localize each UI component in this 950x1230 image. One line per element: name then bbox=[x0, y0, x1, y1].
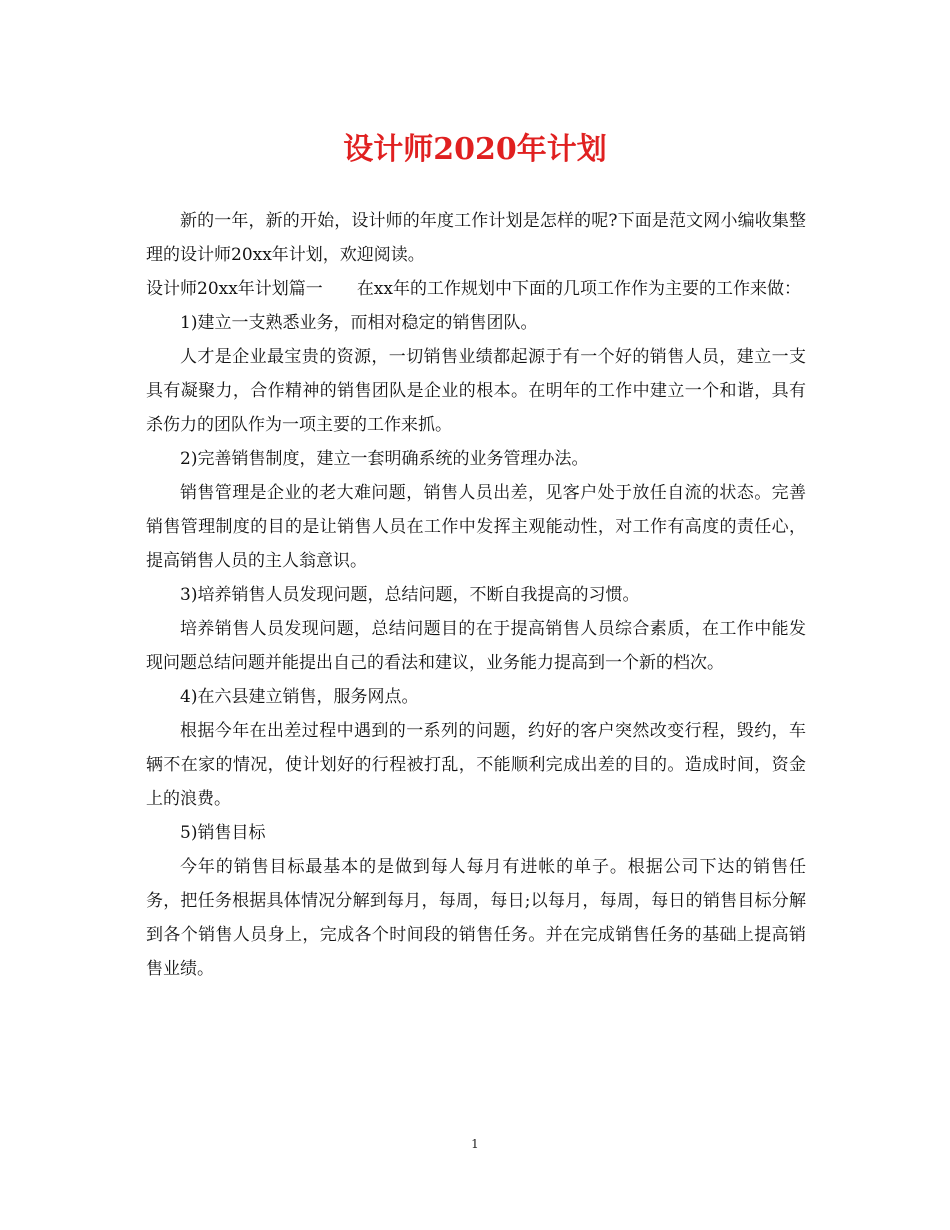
paragraph-4: 根据今年在出差过程中遇到的一系列的问题，约好的客户突然改变行程，毁约，车辆不在家的情况，使计划好的行程被打乱，不能顺利完成出差的目的。造成时间，资金上的浪费。 bbox=[146, 721, 806, 809]
paragraph-section-start bbox=[146, 272, 806, 306]
paragraph-3: 培养销售人员发现问题，总结问题目的在于提高销售人员综合素质，在工作中能发现问题总结问题并能提出自己的看法和建议，业务能力提高到一个新的档次。 bbox=[146, 619, 806, 673]
document-body bbox=[146, 204, 806, 986]
list-item-4: 4)在六县建立销售，服务网点。 bbox=[180, 687, 419, 707]
list-item-2: 2)完善销售制度，建立一套明确系统的业务管理办法。 bbox=[180, 449, 589, 469]
section-lead-text: 在xx年的工作规划中下面的几项工作作为主要的工作来做： bbox=[356, 279, 801, 299]
paragraph-1: 人才是企业最宝贵的资源，一切销售业绩都起源于有一个好的销售人员，建立一支具有凝聚力，合作精神的销售团队是企业的根本。在明年的工作中建立一个和谐，具有杀伤力的团队作为一项主要的工作来抓。 bbox=[146, 347, 806, 435]
paragraph-2: 销售管理是企业的老大难问题，销售人员出差，见客户处于放任自流的状态。完善销售管理制度的目的是让销售人员在工作中发挥主观能动性，对工作有高度的责任心，提高销售人员的主人翁意识。 bbox=[146, 483, 806, 571]
document-title: 设计师2020年计划 bbox=[343, 132, 607, 167]
page-number: 1 bbox=[471, 1137, 479, 1151]
list-item-5: 5)销售目标 bbox=[180, 823, 266, 843]
section-heading: 设计师20xx年计划篇一 bbox=[146, 279, 323, 299]
paragraph-intro: 新的一年，新的开始，设计师的年度工作计划是怎样的呢?下面是范文网小编收集整理的设计师20xx年计划，欢迎阅读。 bbox=[146, 211, 806, 265]
paragraph-5: 今年的销售目标最基本的是做到每人每月有进帐的单子。根据公司下达的销售任务，把任务根据具体情况分解到每月，每周，每日;以每月，每周，每日的销售目标分解到各个销售人员身上，完成各个时间段的销售任务。并在完成销售任务的基础上提高销售业绩。 bbox=[146, 857, 806, 979]
list-item-3: 3)培养销售人员发现问题，总结问题，不断自我提高的习惯。 bbox=[180, 585, 640, 605]
list-item-1: 1)建立一支熟悉业务，而相对稳定的销售团队。 bbox=[180, 313, 538, 333]
